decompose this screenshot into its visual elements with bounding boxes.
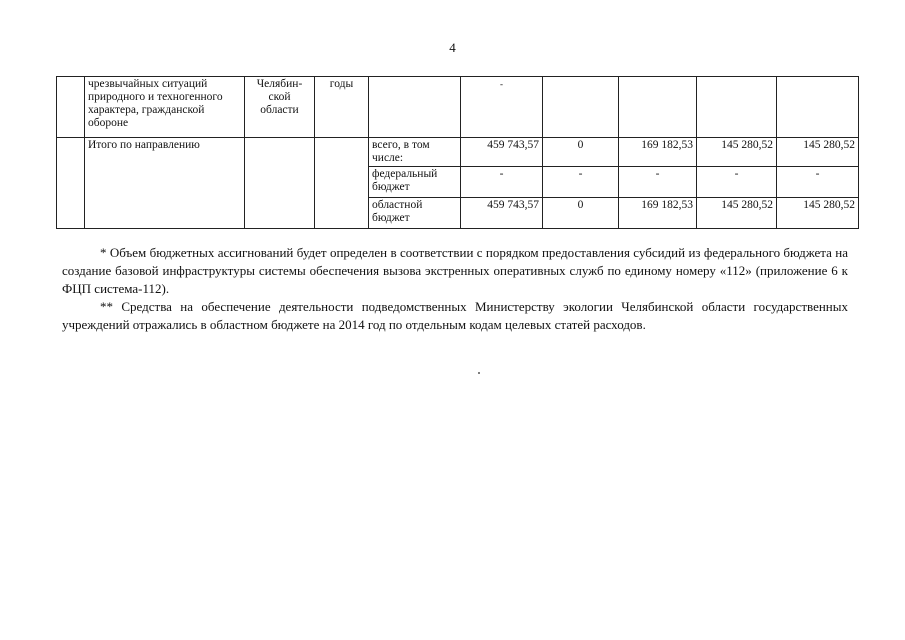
source-cell: федеральный бюджет: [369, 167, 461, 198]
footnotes: [62, 244, 848, 334]
value-cell: 169 182,53: [619, 138, 697, 167]
value-cell: 0: [543, 138, 619, 167]
value-cell: -: [619, 167, 697, 198]
value-cell: 145 280,52: [777, 138, 859, 167]
scan-dot: [478, 372, 480, 374]
page-number: 4: [449, 40, 456, 55]
value-cell: [697, 77, 777, 138]
source-cell: всего, в том числе:: [369, 138, 461, 167]
total-label-cell: Итого по направлению: [85, 138, 245, 229]
value-cell: 145 280,52: [777, 198, 859, 229]
value-cell: [461, 77, 543, 138]
value-cell: 145 280,52: [697, 198, 777, 229]
table-row: [57, 138, 859, 167]
footnote: ** Средства на обеспечение деятельности подведомственных Министерству экологии Челябинской области государственных учреждений отражались в областном бюджете на 2014 год по отдельным кодам целевых статей расходов.: [62, 299, 848, 332]
value-cell: -: [697, 167, 777, 198]
executor-cell: Челябин-ской области: [245, 77, 315, 138]
index-cell: [57, 77, 85, 138]
value-cell: -: [461, 167, 543, 198]
value-cell: 0: [543, 198, 619, 229]
value-cell: 169 182,53: [619, 198, 697, 229]
source-cell: областной бюджет: [369, 198, 461, 229]
value-cell: 459 743,57: [461, 138, 543, 167]
value-cell: 459 743,57: [461, 198, 543, 229]
dash-mark: -: [500, 79, 503, 89]
source-cell: [369, 77, 461, 138]
table-row: [57, 77, 859, 138]
executor-cell: [245, 138, 315, 229]
value-cell: -: [777, 167, 859, 198]
index-cell: [57, 138, 85, 229]
footnote: * Объем бюджетных ассигнований будет определен в соответствии с порядком предоставления субсидий из федерального бюджета на создание базовой инфраструктуры системы обеспечения вызова экстренных оперативных служб по единому номеру «112» (приложение 6 к ФЦП система-112).: [62, 245, 848, 296]
value-cell: [619, 77, 697, 138]
term-cell: [315, 138, 369, 229]
value-cell: [543, 77, 619, 138]
term-cell: годы: [315, 77, 369, 138]
measure-name-cell: чрезвычайных ситуаций природного и техногенного характера, гражданской обороне: [85, 77, 245, 138]
value-cell: 145 280,52: [697, 138, 777, 167]
value-cell: -: [543, 167, 619, 198]
budget-table: [56, 76, 859, 229]
value-cell: [777, 77, 859, 138]
